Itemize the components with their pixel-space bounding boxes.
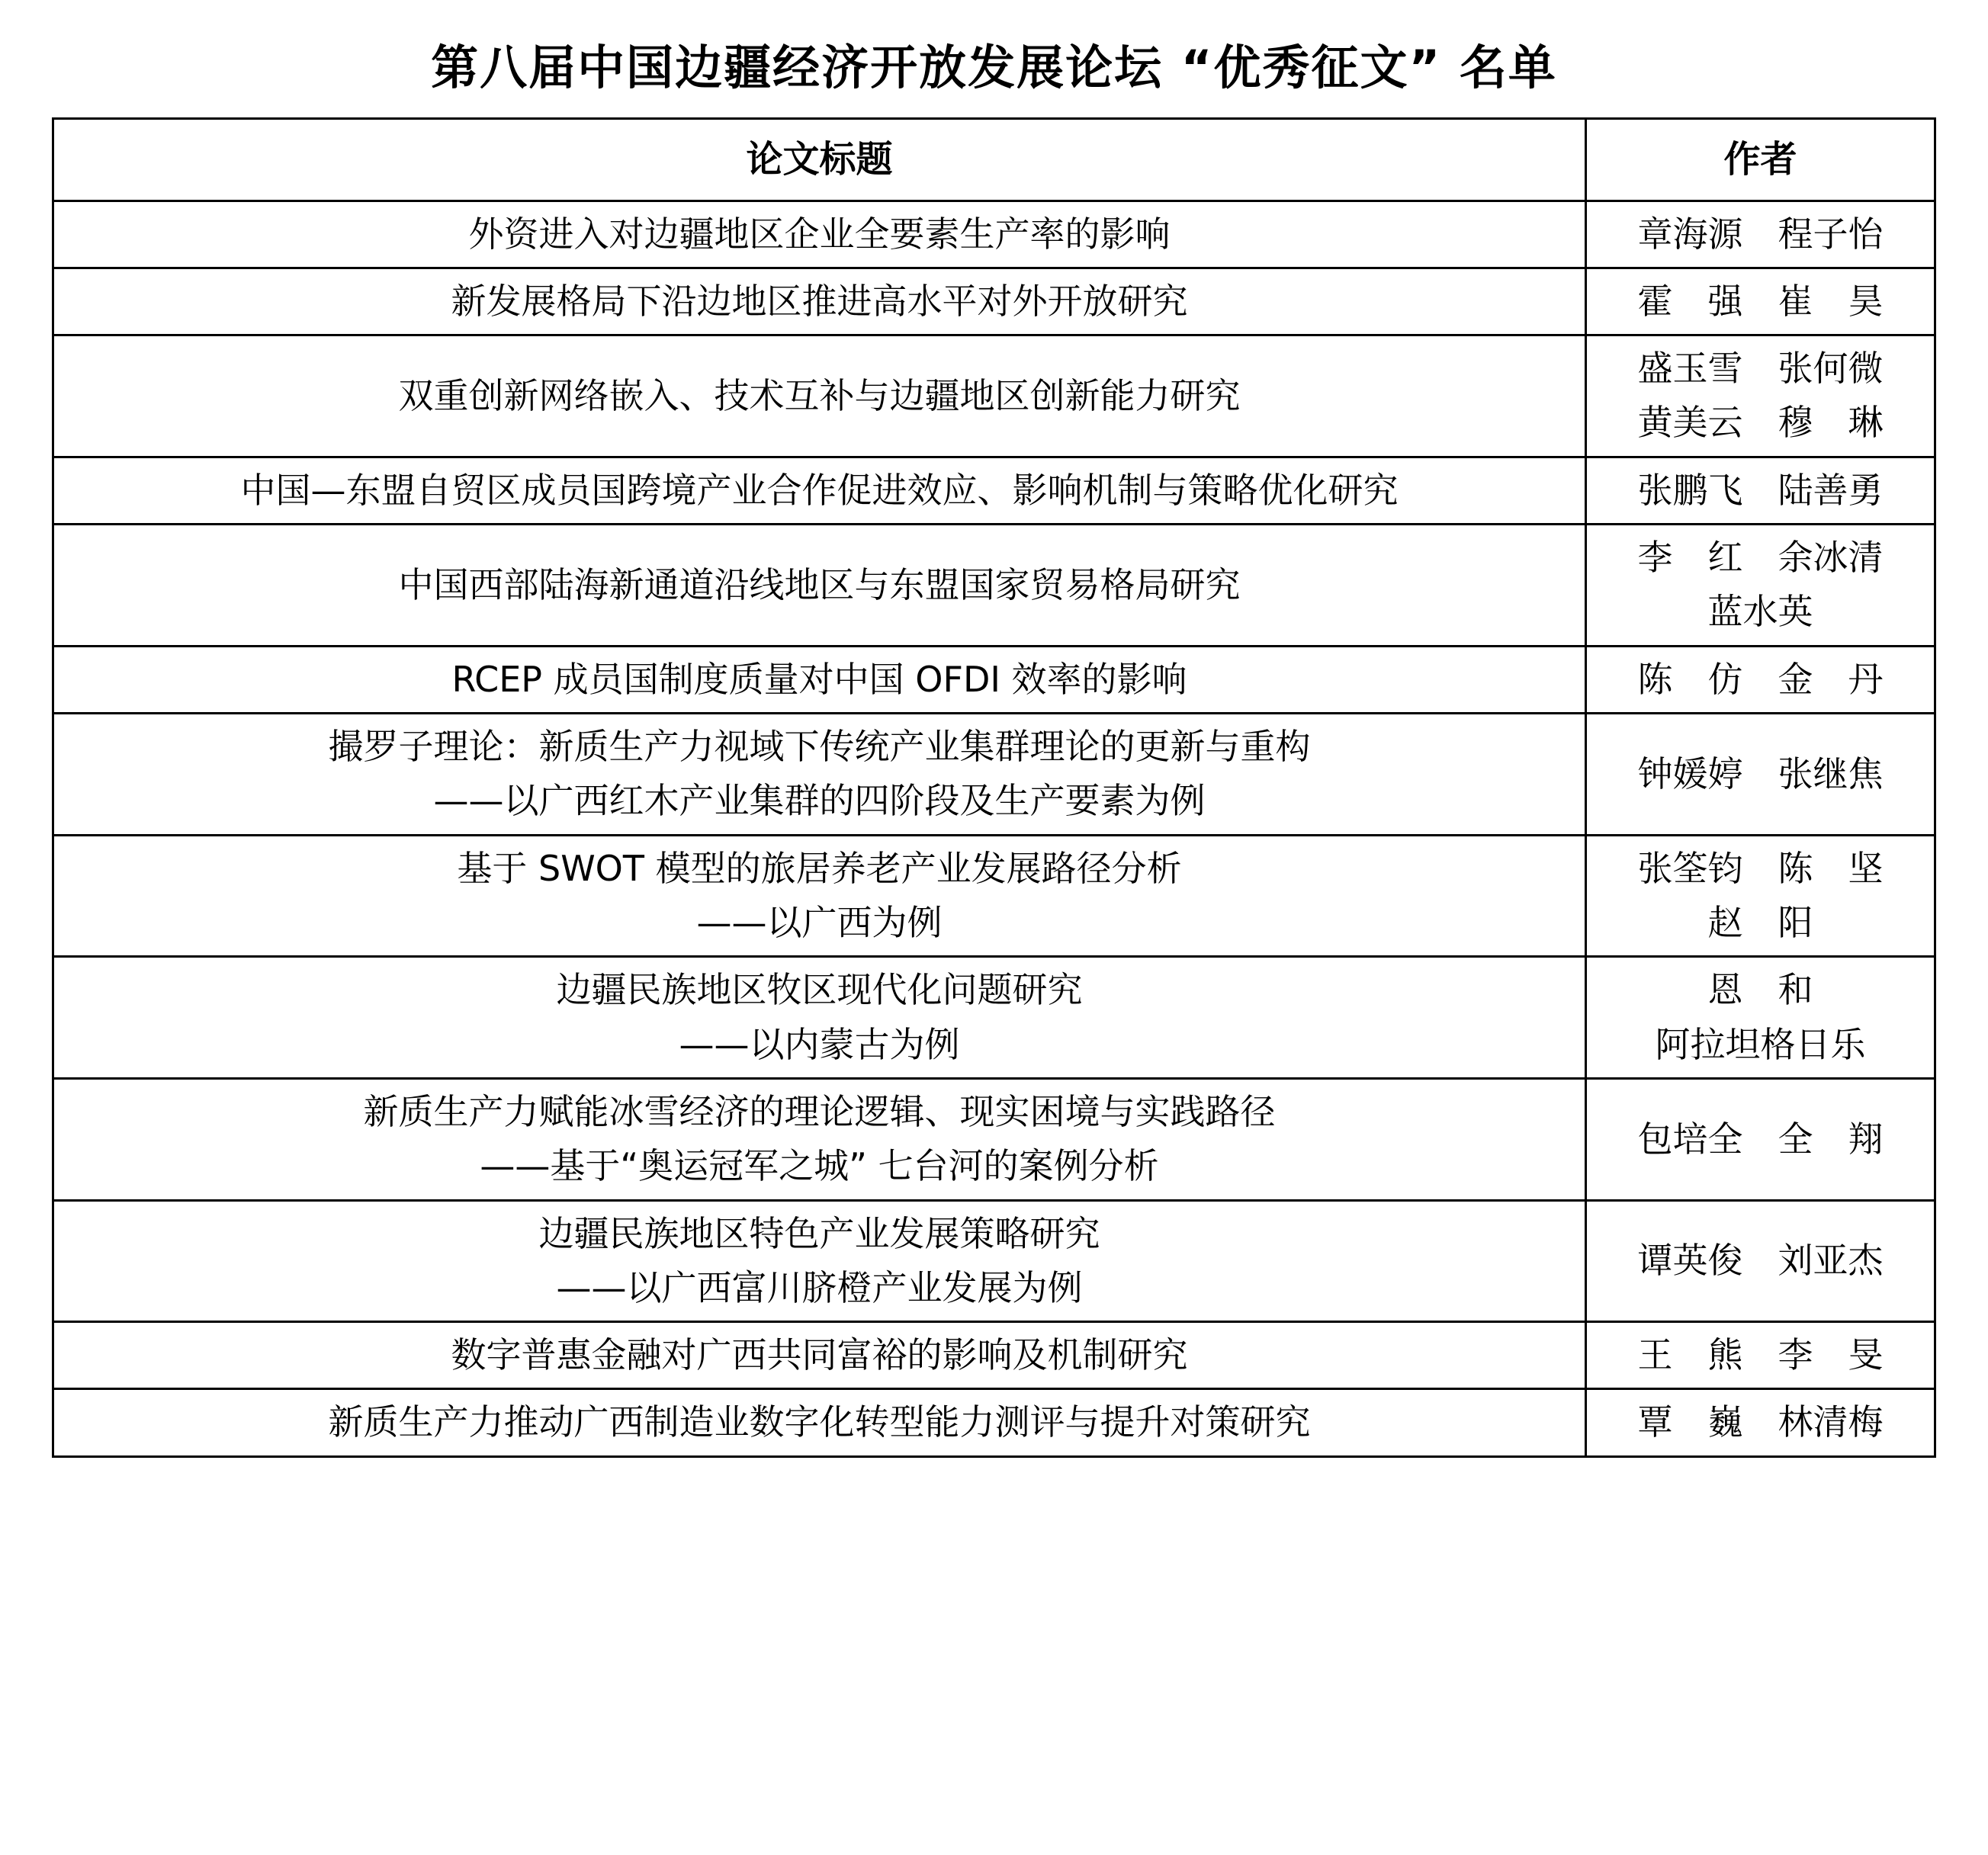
paper-title-line: ——以广西为例 (696, 901, 943, 943)
table-body (53, 201, 1935, 1456)
paper-title-cell (53, 835, 1586, 957)
paper-author-line: 霍 强 崔 昊 (1637, 280, 1884, 322)
column-header-title: 论文标题 (53, 119, 1586, 201)
paper-title-cell (53, 201, 1586, 268)
paper-title-line: 基于 SWOT 模型的旅居养老产业发展路径分析 (457, 847, 1182, 889)
paper-title-line: 新质生产力赋能冰雪经济的理论逻辑、现实困境与实践路径 (363, 1090, 1276, 1132)
paper-author-cell (1586, 835, 1935, 957)
paper-author-line: 覃 巍 林清梅 (1637, 1401, 1884, 1443)
paper-title-cell (53, 1389, 1586, 1456)
paper-title-cell (53, 335, 1586, 457)
paper-author-line: 王 熊 李 旻 (1637, 1334, 1884, 1376)
table-row (53, 1389, 1935, 1456)
table-row (53, 957, 1935, 1079)
paper-author-line: 钟媛婷 张继焦 (1637, 753, 1884, 794)
paper-title-line: 中国西部陆海新通道沿线地区与东盟国家贸易格局研究 (398, 563, 1241, 605)
column-header-author: 作者 (1586, 119, 1935, 201)
paper-author-cell (1586, 525, 1935, 647)
table-row (53, 714, 1935, 836)
paper-title-line: ——基于“奥运冠军之城” 七台河的案例分析 (480, 1145, 1159, 1187)
paper-title-cell (53, 268, 1586, 335)
page-title: 第八届中国边疆经济开放发展论坛 “优秀征文” 名单 (431, 40, 1557, 95)
paper-title-line: 边疆民族地区特色产业发展策略研究 (538, 1212, 1100, 1254)
table-row (53, 201, 1935, 268)
paper-title-line: 数字普惠金融对广西共同富裕的影响及机制研究 (451, 1334, 1188, 1376)
paper-title-cell (53, 714, 1586, 836)
paper-title-line: ——以广西富川脐橙产业发展为例 (556, 1266, 1083, 1308)
paper-author-cell (1586, 1322, 1935, 1389)
paper-title-line: ——以广西红木产业集群的四阶段及生产要素为例 (433, 780, 1206, 822)
table-header (53, 119, 1935, 201)
paper-author-line: 张鹏飞 陆善勇 (1637, 469, 1884, 511)
paper-title-cell (53, 457, 1586, 524)
paper-title-line: 边疆民族地区牧区现代化问题研究 (556, 969, 1083, 1011)
paper-author-cell (1586, 1078, 1935, 1200)
paper-author-cell (1586, 457, 1935, 524)
paper-author-line: 盛玉雪 张何微 (1637, 348, 1884, 390)
table-row (53, 1322, 1935, 1389)
paper-author-cell (1586, 335, 1935, 457)
paper-title-line: RCEP 成员国制度质量对中国 OFDI 效率的影响 (451, 658, 1187, 700)
paper-author-cell (1586, 646, 1935, 713)
excellent-papers-table (52, 117, 1936, 1457)
paper-author-line: 谭英俊 刘亚杰 (1637, 1240, 1884, 1282)
paper-title-cell (53, 1078, 1586, 1200)
table-row (53, 835, 1935, 957)
paper-author-line: 李 红 余冰清 (1637, 537, 1884, 579)
paper-author-cell (1586, 957, 1935, 1079)
paper-title-line: 撮罗子理论：新质生产力视域下传统产业集群理论的更新与重构 (328, 726, 1311, 768)
paper-title-line: 新质生产力推动广西制造业数字化转型能力测评与提升对策研究 (328, 1401, 1311, 1443)
table-row (53, 268, 1935, 335)
paper-author-line: 蓝水英 (1707, 591, 1813, 633)
table-header-row (53, 119, 1935, 201)
table-row (53, 525, 1935, 647)
paper-author-line: 陈 仿 金 丹 (1637, 658, 1884, 700)
paper-title-line: 双重创新网络嵌入、技术互补与边疆地区创新能力研究 (398, 374, 1241, 416)
paper-title-line: 新发展格局下沿边地区推进高水平对外开放研究 (451, 280, 1188, 322)
paper-author-cell (1586, 1389, 1935, 1456)
paper-title-line: 中国—东盟自贸区成员国跨境产业合作促进效应、影响机制与策略优化研究 (240, 469, 1399, 511)
table-row (53, 646, 1935, 713)
paper-author-line: 包培全 全 翔 (1637, 1118, 1884, 1160)
table-row (53, 335, 1935, 457)
table-container (0, 117, 1988, 1457)
paper-author-line: 黄美云 穆 琳 (1637, 402, 1884, 444)
document-page (0, 40, 1988, 1855)
paper-author-cell (1586, 268, 1935, 335)
paper-title-line: 外资进入对边疆地区企业全要素生产率的影响 (468, 213, 1171, 255)
paper-author-line: 恩 和 (1707, 969, 1813, 1011)
paper-title-cell (53, 1322, 1586, 1389)
paper-title-cell (53, 1200, 1586, 1322)
table-row (53, 1200, 1935, 1322)
paper-title-cell (53, 646, 1586, 713)
paper-author-line: 章海源 程子怡 (1637, 213, 1884, 255)
paper-title-cell (53, 957, 1586, 1079)
paper-author-cell (1586, 201, 1935, 268)
paper-author-cell (1586, 1200, 1935, 1322)
paper-author-cell (1586, 714, 1935, 836)
paper-title-cell (53, 525, 1586, 647)
paper-title-line: ——以内蒙古为例 (679, 1023, 960, 1065)
paper-author-line: 赵 阳 (1707, 901, 1813, 943)
table-row (53, 1078, 1935, 1200)
paper-author-line: 张筌钧 陈 坚 (1637, 847, 1884, 889)
paper-author-line: 阿拉坦格日乐 (1655, 1023, 1866, 1065)
table-row (53, 457, 1935, 524)
